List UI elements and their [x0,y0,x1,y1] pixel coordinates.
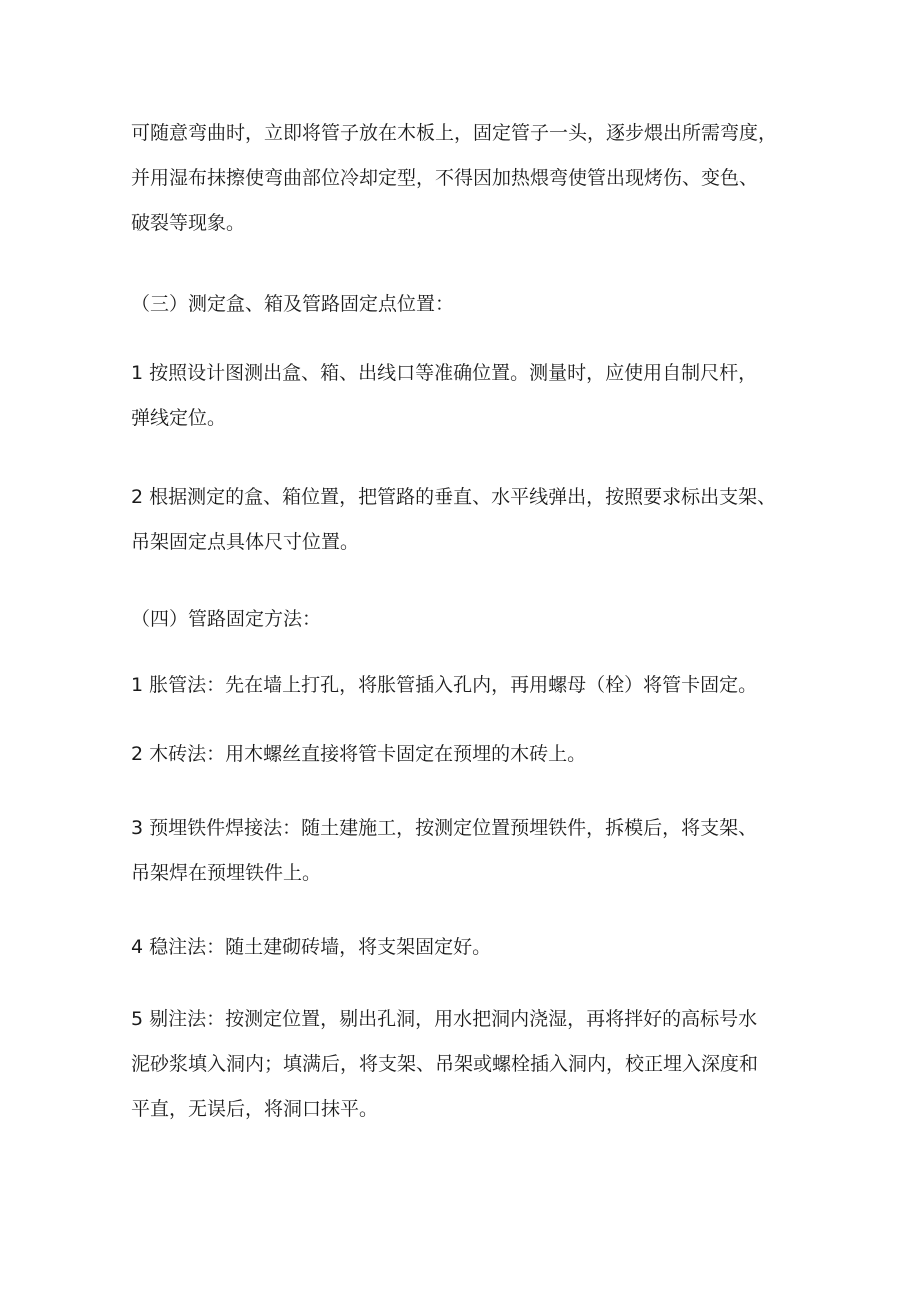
paragraph-pipe-bending [131,111,811,246]
paragraph-method-4-stable [131,925,811,970]
heading-text: （四）管路固定方法： [131,608,322,630]
text-line: 吊架焊在预埋铁件上。 [131,862,322,884]
text-line: 4 稳注法：随土建砌砖墙，将支架固定好。 [131,936,492,958]
paragraph-step-1-measure [131,351,811,441]
paragraph-method-3-welding [131,806,811,896]
paragraph-method-1-expansion [131,663,811,708]
text-line: 并用湿布抹擦使弯曲部位冷却定型，不得因加热煨弯使管出现烤伤、变色、 [131,167,759,189]
text-line: 1 按照设计图测出盒、箱、出线口等准确位置。测量时，应使用自制尺杆， [131,362,758,384]
text-line: 弹线定位。 [131,407,227,429]
paragraph-step-2-snap-lines [131,475,811,565]
text-line: 破裂等现象。 [131,212,246,234]
text-line: 2 木砖法：用木螺丝直接将管卡固定在预埋的木砖上。 [131,743,587,765]
paragraph-method-5-chisel [131,997,811,1132]
text-line: 吊架固定点具体尺寸位置。 [131,531,360,553]
text-line: 1 胀管法：先在墙上打孔，将胀管插入孔内，再用螺母（栓）将管卡固定。 [131,674,758,696]
paragraph-method-2-wood-brick [131,732,811,777]
heading-text: （三）测定盒、箱及管路固定点位置： [131,293,455,315]
text-line: 泥砂浆填入洞内；填满后，将支架、吊架或螺栓插入洞内，校正埋入深度和 [131,1053,759,1075]
text-line: 3 预埋铁件焊接法：随土建施工，按测定位置预埋铁件，拆模后，将支架、 [131,817,758,839]
text-line: 5 剔注法：按测定位置，剔出孔洞，用水把洞内浇湿，再将拌好的高标号水 [131,1008,758,1030]
section-heading-3 [131,282,811,327]
text-line: 可随意弯曲时，立即将管子放在木板上，固定管子一头，逐步煨出所需弯度， [131,122,778,144]
text-line: 平直，无误后，将洞口抹平。 [131,1098,379,1120]
text-line: 2 根据测定的盒、箱位置，把管路的垂直、水平线弹出，按照要求标出支架、 [131,486,777,508]
section-heading-4 [131,597,811,642]
